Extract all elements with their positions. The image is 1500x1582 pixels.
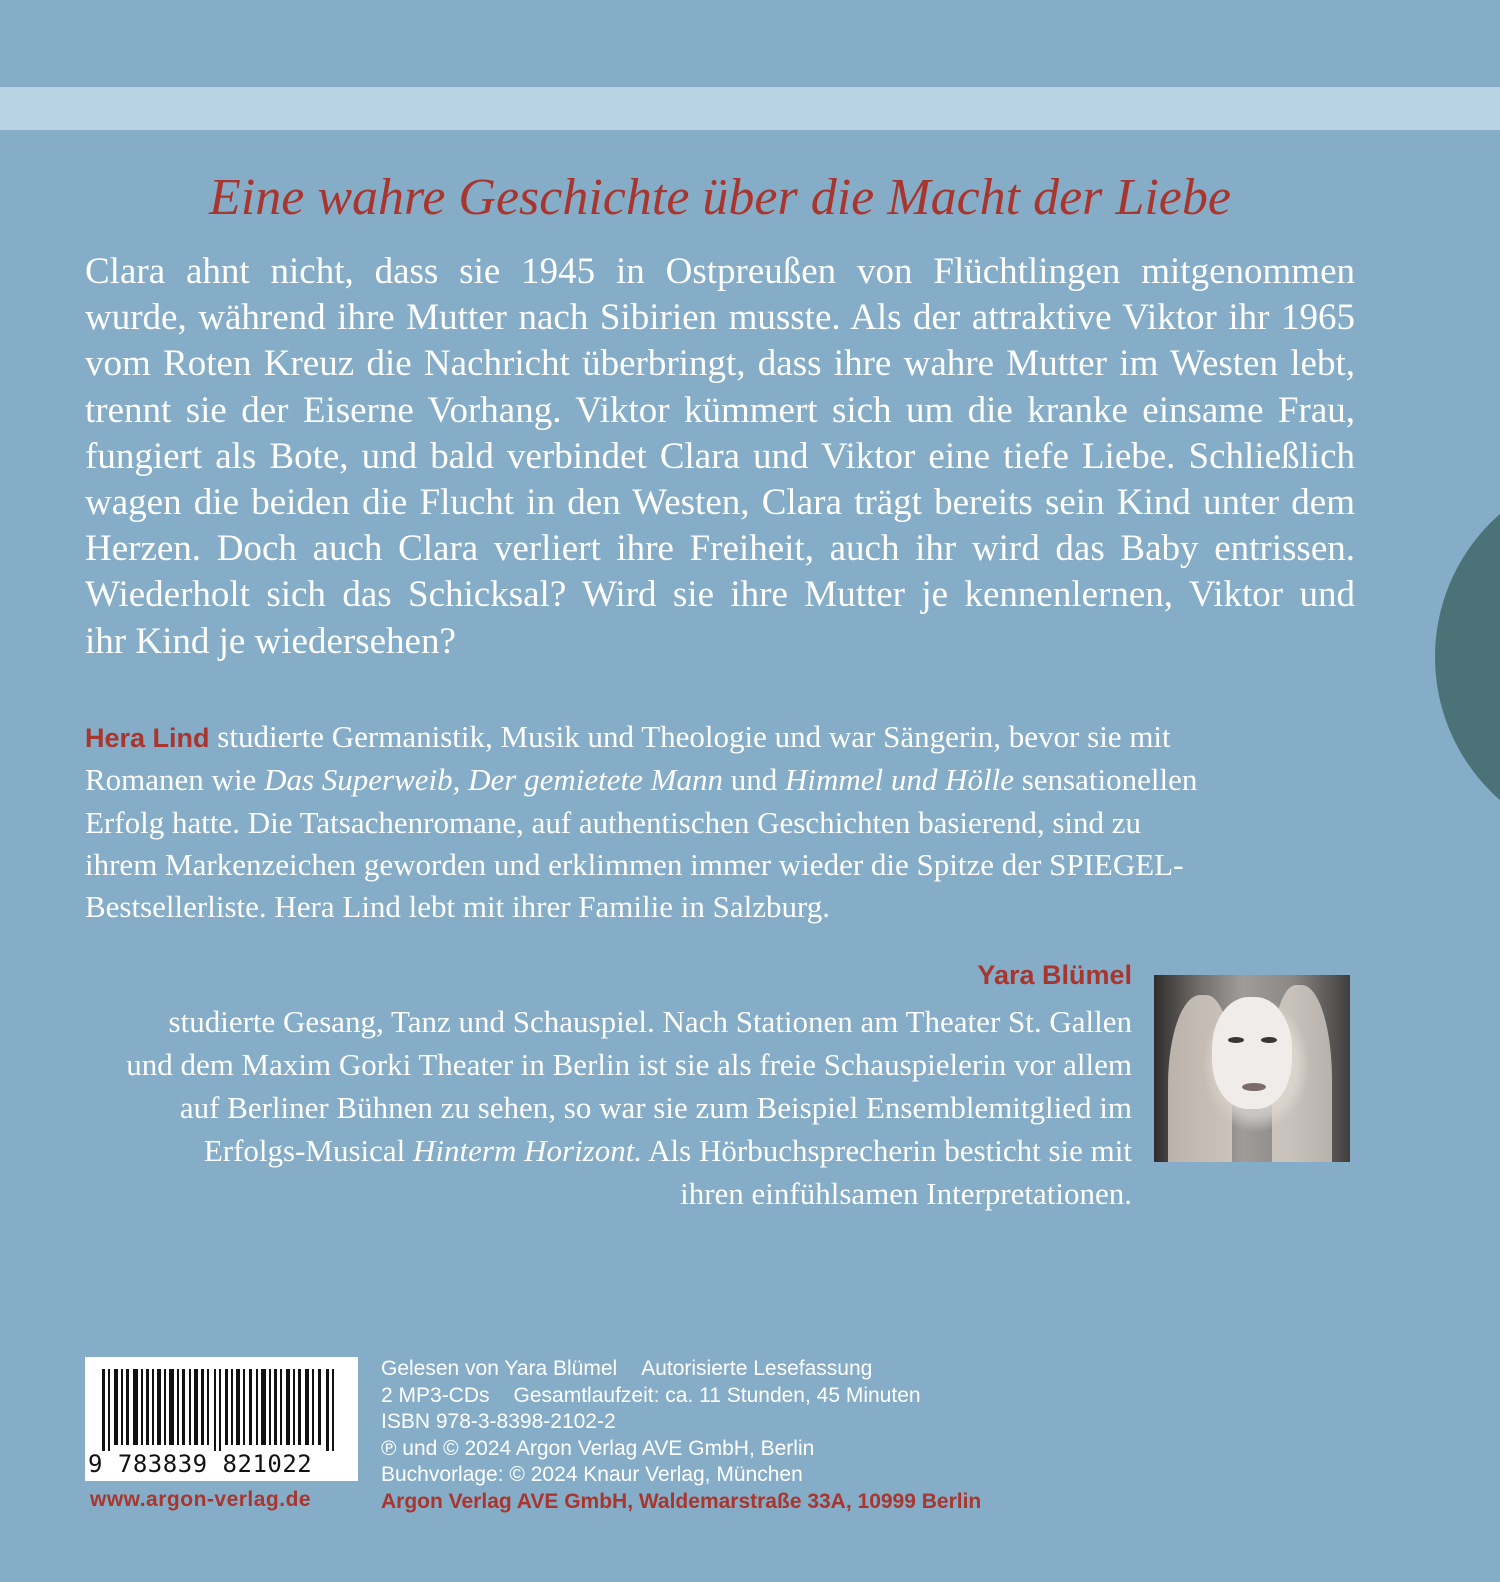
book-titles: Das Superweib, Der gemietete Mann <box>264 762 723 798</box>
blurb-line: trennt sie der Eiserne Vorhang. Viktor kümmert sich um die kranke einsame Frau, <box>85 389 1355 431</box>
blurb-line: fungiert als Bote, und bald verbindet Clara und Viktor eine tiefe Liebe. Schließlich <box>85 435 1355 477</box>
credits-format: 2 MP3-CDs <box>381 1383 490 1407</box>
blurb-text <box>85 249 1355 665</box>
author-bio <box>85 716 1385 928</box>
author-bio-text: sensationellen <box>1013 762 1198 798</box>
author-bio-line <box>85 759 1385 801</box>
credits-line <box>381 1356 981 1383</box>
blurb-line: Wiederholt sich das Schicksal? Wird sie ihre Mutter je kennenlernen, Viktor und <box>85 574 1355 616</box>
blurb-line: Clara ahnt nicht, dass sie 1945 in Ostpreußen von Flüchtlingen mitgenommen <box>85 251 1355 292</box>
narrator-photo <box>1154 975 1350 1162</box>
top-stripe <box>0 87 1500 130</box>
author-bio-text: und <box>722 762 785 798</box>
website-link[interactable]: www.argon-verlag.de <box>90 1488 312 1511</box>
credits-runtime: Gesamtlaufzeit: ca. 11 Stunden, 45 Minuten <box>513 1383 921 1407</box>
credits-block <box>381 1356 981 1516</box>
credits-isbn: ISBN 978-3-8398-2102-2 <box>381 1410 616 1434</box>
narrator-bio-line: ihren einfühlsamen Interpretationen. <box>680 1176 1132 1211</box>
cd-disc-edge <box>1435 467 1500 847</box>
headline: Eine wahre Geschichte über die Macht der Liebe <box>209 169 1231 226</box>
narrator-bio-text: Erfolgs-Musical <box>203 1133 414 1168</box>
blurb-line: ihr Kind je wiedersehen? <box>85 620 456 662</box>
narrator-bio-text: Als Hörbuchsprecherin besticht sie mit <box>642 1133 1132 1168</box>
credits-version: Autorisierte Lesefassung <box>641 1357 873 1380</box>
author-name: Hera Lind <box>85 723 210 753</box>
credits-line <box>381 1383 981 1410</box>
credits-publisher: Argon Verlag AVE GmbH, Waldemarstraße 33A, 10999 Berlin <box>381 1489 982 1513</box>
author-bio-line: ihrem Markenzeichen geworden und erklimmen immer wieder die Spitze der SPIEGEL- <box>85 846 1184 882</box>
narrator-bio-line: auf Berliner Bühnen zu sehen, so war sie zum Beispiel Ensemblemitglied im <box>179 1090 1132 1125</box>
narrator-bio-line <box>40 1129 1132 1172</box>
barcode-digits: 9 783839 821022 <box>88 1450 313 1478</box>
musical-title: Hinterm Horizont. <box>413 1133 643 1168</box>
author-bio-line: Erfolg hatte. Die Tatsachenromane, auf authentischen Geschichten basierend, sind zu <box>85 804 1142 840</box>
author-bio-text: Romanen wie <box>85 762 265 798</box>
blurb-line: vom Roten Kreuz die Nachricht überbringt, dass ihre wahre Mutter im Westen lebt, <box>85 343 1355 385</box>
narrator-name: Yara Blümel <box>977 960 1132 990</box>
narrator-bio-line: und dem Maxim Gorki Theater in Berlin ist sie als freie Schauspielerin vor allem <box>126 1047 1132 1082</box>
barcode <box>85 1357 358 1481</box>
author-bio-text: studierte Germanistik, Musik und Theologie und war Sängerin, bevor sie mit <box>209 719 1171 754</box>
credits-read-by: Gelesen von Yara Blümel <box>381 1357 618 1380</box>
barcode-bars <box>90 1369 352 1451</box>
book-title: Himmel und Hölle <box>784 762 1014 798</box>
credits-source: Buchvorlage: © 2024 Knaur Verlag, München <box>381 1463 803 1487</box>
blurb-line: Herzen. Doch auch Clara verliert ihre Freiheit, auch ihr wird das Baby entrissen. <box>85 528 1355 570</box>
narrator-bio-line: studierte Gesang, Tanz und Schauspiel. Nach Stationen am Theater St. Gallen <box>168 1004 1132 1039</box>
credits-copyright: ℗ und © 2024 Argon Verlag AVE GmbH, Berlin <box>381 1436 815 1460</box>
author-bio-line: Bestsellerliste. Hera Lind lebt mit ihrer Familie in Salzburg. <box>85 889 830 925</box>
blurb-line: wurde, während ihre Mutter nach Sibirien musste. Als der attraktive Viktor ihr 1965 <box>85 297 1355 339</box>
narrator-bio <box>40 1000 1132 1215</box>
blurb-line: wagen die beiden die Flucht in den Westen, Clara trägt bereits sein Kind unter dem <box>85 481 1355 523</box>
author-bio-line <box>85 716 1385 759</box>
